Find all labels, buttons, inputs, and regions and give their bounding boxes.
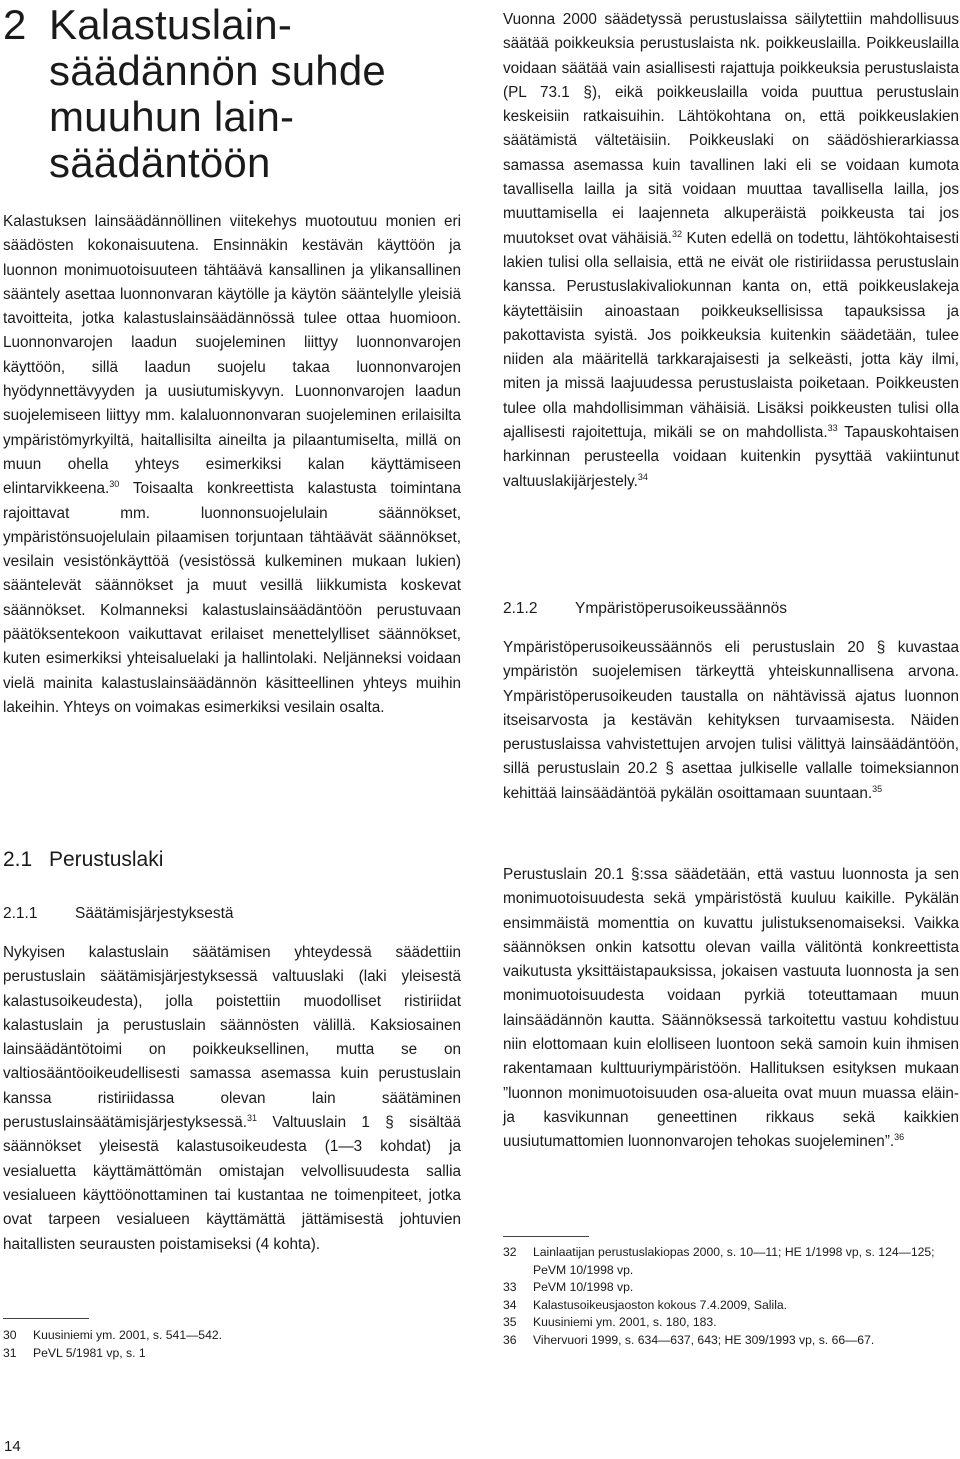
- footnotes-left: [3, 1318, 461, 1362]
- subsection-heading-ymparistoperusoikeus: 2.1.2 Ympäristöperusoikeussäännös: [503, 600, 787, 617]
- chapter-title-line-3: muuhun lain-: [49, 93, 295, 140]
- footnote-33: 33 PeVM 10/1998 vp.: [503, 1280, 634, 1294]
- footnote-36: 36 Vihervuori 1999, s. 634—637, 643; HE 309/1993 vp, s. 66—67.: [503, 1332, 875, 1347]
- footnote-ref-35[interactable]: 35: [872, 783, 883, 794]
- section-heading-perustuslaki: 2.1 Perustuslaki: [3, 848, 164, 871]
- subsection-heading-saatamisjarjestys: 2.1.1 Säätämisjärjestyksestä: [3, 905, 234, 922]
- footnote-31: 31 PeVL 5/1981 vp, s. 1: [3, 1345, 146, 1360]
- footnotes-right: [503, 1236, 959, 1349]
- footnote-ref-33[interactable]: 33: [827, 423, 838, 434]
- intro-paragraph: Kalastuksen lainsäädännöllinen viitekehys muotoutuu monien eri säädösten kokonaisuutena. Ensinnäkin kestävän käyttöön ja luonnon monimuotoisuuteen tähtäävä kansallinen ja ylikansallinen sääntely asettaa luonnonvaran käytölle ja käytön sääntelylle yleisiä tavoitteita, jotka kalastuslainsäädännössä tulee ottaa huomioon. Luonnonvarojen laadun suojeleminen liittyy luonnonvarojen käyttöön, sillä laadun suojelu takaa luonnonvarojen hyödynnettävyyden ja uusiutumiskyvyn. Luonnonvarojen laadun suojelemiseen liittyy mm. kalaluonnonvaran suojeleminen erilaisilta ympäristömyrkyiltä, haitallisilta aineilta ja pilaantumiselta, millä on muun ohella yhteys esimerkiksi kalan käyttämiseen elintarvikkeena.$^{30}$ Toisaalta konkreettista kalastusta toimintana rajoittavat mm. luonnonsuojelulain säännökset, ympäristönsuojelulain pilaamisen torjuntaan tähtäävät säännökset, vesilain vesistönkäyttöä (vesistössä kulkeminen mukaan lukien) sääntelevät säännökset ja muut vesillä liikkumista koskevat säännökset. Kolmanneksi kalastuslainsäädäntöön perustuvaan päätöksentekoon vaikuttavat erilaiset menettelylliset säännökset, kuten esimerkiksi yhteisaluelaki ja hallintolaki. Neljänneksi voidaan vielä mainita kalastuslainsäädännön käsitteellinen yhteys muihin lakeihin. Yhteys on voimakas esimerkiksi vesilain osalta.: [3, 213, 461, 716]
- footnote-34: 34 Kalastusoikeusjaoston kokous 7.4.2009, Salila.: [503, 1297, 788, 1312]
- chapter-title-line-2: säädännön suhde: [49, 47, 386, 94]
- footnote-ref-31[interactable]: 31: [247, 1113, 258, 1124]
- paragraph-ymparistoperusoikeus: Ympäristöperusoikeussäännös eli perustuslain 20 § kuvastaa ympäristön suojelemisen tärkeyttä yhteiskunnallisena arvona. Ympäristöperusoikeuden taustalla on nähtävissä ajatus luonnon itseisarvosta ja kestävän kehityksen turvaamisesta. Näiden perustuslaissa vahvistettujen arvojen tulisi välittyä lainsäädäntöön, sillä perustuslain 20.2 § asettaa julkiselle vallalle toimeksiannon kehittää lainsäädäntöä pykälän osoittamaan suuntaan.$^{35}$: [503, 639, 959, 802]
- footnote-ref-36[interactable]: 36: [894, 1132, 905, 1143]
- footnote-30: 30 Kuusiniemi ym. 2001, s. 541—542.: [3, 1328, 223, 1342]
- chapter-title-line-1: Kalastuslain-: [49, 1, 293, 48]
- footnote-ref-30[interactable]: 30: [109, 479, 120, 490]
- paragraph-vastuu-luonnosta: Perustuslain 20.1 §:ssa säädetään, että vastuu luonnosta ja sen monimuotoisuudesta sekä ympäristöstä kuuluu kaikille. Pykälän ensimmäistä momenttia on kuvattu julistuksenomaiseksi. Vaikka säännöksen onkin katsottu olevan vailla välitöntä konkreettista vaikutusta yksittäistapauksissa, jokaisen vastuuta luonnosta ja sen monimuotoisuudesta voidaan pyrkiä toteuttamaan muun lainsäädännön kautta. Säännöksessä tarkoitettu vastuu kohdistuu niin elottomaan kuin elolliseen luontoon sekä samoin kuin ihmisen rakentamaan kulttuuriympäristöön. Hallituksen esityksen mukaan ”luonnon monimuotoisuuden osa-alueita ovat muun muassa eläin- ja kasvikunnan geneettinen rikkaus sekä kaikkien uusiutumattomien luonnonvarojen tehokas suojeleminen”.$^{36}$: [503, 866, 959, 1151]
- page-number: 14: [4, 1438, 21, 1455]
- chapter-title-line-4: säädäntöön: [49, 139, 271, 186]
- chapter-title: [3, 0, 461, 186]
- footnote-35: 35 Kuusiniemi ym. 2001, s. 180, 183.: [503, 1315, 717, 1329]
- paragraph-saatamisjarjestys: Nykyisen kalastuslain säätämisen yhteydessä säädettiin perustuslain säätämisjärjestyksessä valtuuslaki (laki yleisestä kalastusoikeudesta), jolla poistettiin muodolliset ristiriidat kalastuslain ja perustuslain säännösten välillä. Kaksiosainen lainsäädäntötoimi on poikkeuksellinen, mutta se on valtiosääntöoikeudellisesti samassa asemassa kuin perustuslain kanssa ristiriidassa olevan lain säätäminen perustuslainsäätämisjärjestyksessä.$^{31}$ Valtuuslain 1 § sisältää säännökset yleisestä kalastusoikeudesta (1—3 kohdat) ja vesialuetta käyttämättömän omistajan velvollisuudesta sallia vesialueen käyttöönottaminen tai kustantaa ne toimenpiteet, jotka ovat tarpeen vesialueen käyttämättä jättämisestä johtuvien haitallisten seurausten poistamiseksi (4 kohta).: [3, 944, 461, 1253]
- footnote-ref-32[interactable]: 32: [671, 228, 682, 239]
- footnote-ref-34[interactable]: 34: [637, 471, 648, 482]
- chapter-number: 2: [3, 1, 27, 48]
- footnote-32: 32 Lainlaatijan perustuslakiopas 2000, s. 10—11; HE 1/1998 vp, s. 124—125; PeVM 10/1998 vp.: [503, 1245, 935, 1277]
- paragraph-poikkeuslaki: Vuonna 2000 säädetyssä perustuslaissa säilytettiin mahdollisuus säätää poikkeuksia perustuslaista nk. poikkeuslailla. Poikkeuslailla voidaan säätää vain asiallisesti rajattuja poikkeuksia perustuslaista (PL 73.1 §), eikä poikkeuslailla voida puuttua perustuslain keskeisiin ratkaisuihin. Lähtökohtana on, että poikkeuslakien säätämistä vältetäisiin. Poikkeuslaki on säädöshierarkiassa samassa asemassa kuin tavallinen laki eli se voidaan kumota tavallisella lailla ja sitä voidaan muuttaa tavallisella lailla, jos muuttamisella ei laajenneta alkuperäistä poikkeusta tai jos muutokset ovat vähäisiä.$^{32}$ Kuten edellä on todettu, lähtökohtaisesti lakien tulisi olla sellaisia, että ne eivät ole ristiriidassa perustuslain kanssa. Perustuslakivaliokunnan kanta on, että poikkeuslakeja käytettäisiin ainoastaan poikkeuksellisissa tapauksissa ja pakottavista syistä. Jos poikkeuksia kuitenkin säädetään, tulee niiden ala määritellä tarkkarajaisesti ja selkeästi, jotta käy ilmi, miten ja missä laajuudessa perustuslaista poiketaan. Poikkeusten tulee olla mahdollisimman vähäisiä. Lisäksi poikkeusten tulisi olla ajallisesti rajoitettuja, mikäli se on mahdollista.$^{33}$ Tapauskohtaisen harkinnan perusteella voidaan kuitenkin pysyttää vakiintunut valtuuslakijärjestely.$^{34}$: [503, 11, 959, 490]
